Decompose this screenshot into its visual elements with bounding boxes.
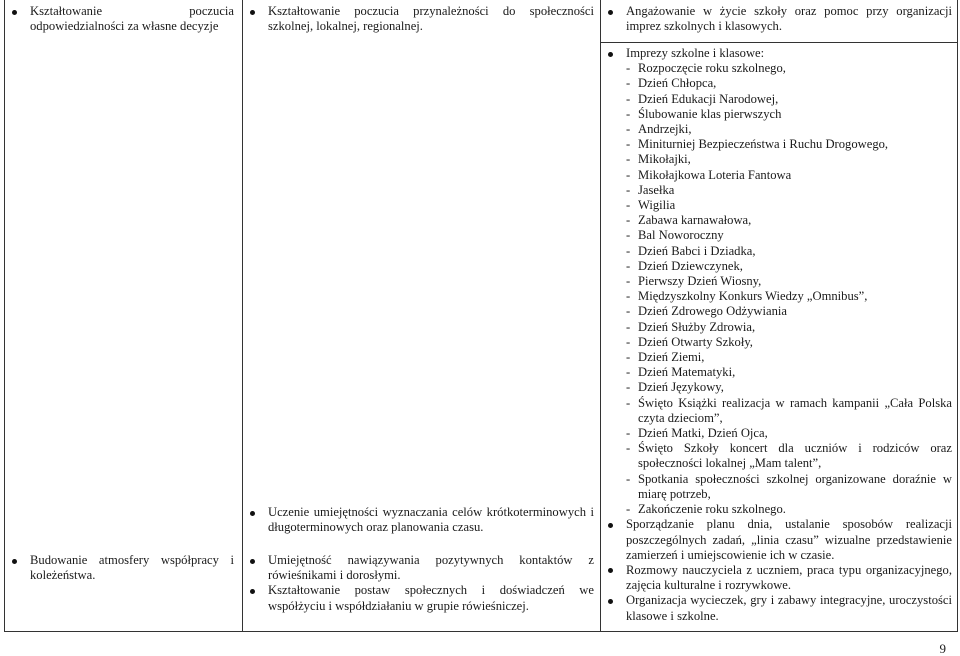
col3-item-day-plan: Sporządzanie planu dnia, ustalanie sposobów realizacji poszczególnych zadań, „linia czasu” wizualne przedstawienie zamierzeń i umiejscowienie ich w czasie. [604, 517, 952, 563]
event-item: - Dzień Dziewczynek, [626, 259, 952, 274]
event-item: - Bal Noworoczny [626, 228, 952, 243]
col2-item-social-attitudes: Kształtowanie postaw społecznych i doświadczeń we współżyciu i współdziałaniu w grupie rówieśniczej. [246, 583, 594, 613]
event-item: - Święto Szkoły koncert dla uczniów i rodziców oraz społeczności lokalnej „Mam talent”, [626, 441, 952, 471]
event-item: - Międzyszkolny Konkurs Wiedzy „Omnibus”, [626, 289, 952, 304]
col2-cell-top [246, 4, 594, 34]
col1-item-cooperation: Budowanie atmosfery współpracy i koleżeństwa. [8, 553, 234, 583]
column-divider-1 [242, 0, 243, 632]
event-item: - Dzień Służby Zdrowia, [626, 320, 952, 335]
event-item: - Miniturniej Bezpieczeństwa i Ruchu Drogowego, [626, 137, 952, 152]
col3-cell-main [604, 46, 952, 624]
event-item: - Ślubowanie klas pierwszych [626, 107, 952, 122]
event-item: - Dzień Ziemi, [626, 350, 952, 365]
event-item: - Dzień Chłopca, [626, 76, 952, 91]
page-number: 9 [939, 641, 946, 656]
event-item: - Święto Książki realizacja w ramach kampanii „Cała Polska czyta dzieciom”, [626, 396, 952, 426]
col3-events-block [604, 46, 952, 517]
content-table [4, 0, 957, 632]
table-border-right [957, 0, 958, 632]
col1-cell-top [8, 4, 234, 34]
event-item: - Dzień Językowy, [626, 380, 952, 395]
event-item: - Pierwszy Dzień Wiosny, [626, 274, 952, 289]
event-item: - Zabawa karnawałowa, [626, 213, 952, 228]
event-item: - Dzień Matematyki, [626, 365, 952, 380]
column-divider-2 [600, 0, 601, 632]
col2-cell-goals [246, 505, 594, 535]
event-item: - Dzień Matki, Dzień Ojca, [626, 426, 952, 441]
event-item: - Rozpoczęcie roku szkolnego, [626, 61, 952, 76]
event-item: - Wigilia [626, 198, 952, 213]
event-item: - Spotkania społeczności szkolnej organizowane doraźnie w miarę potrzeb, [626, 472, 952, 502]
col2-item-belonging: Kształtowanie poczucia przynależności do społeczności szkolnej, lokalnej, regionalnej. [246, 4, 594, 34]
row-divider [600, 42, 957, 43]
col3-item-trips: Organizacja wycieczek, gry i zabawy integracyjne, uroczystości klasowe i szkolne. [604, 593, 952, 623]
event-item: - Dzień Zdrowego Odżywiania [626, 304, 952, 319]
col3-cell-top [604, 4, 952, 34]
event-item: - Dzień Otwarty Szkoły, [626, 335, 952, 350]
table-border-bottom [4, 631, 957, 632]
event-item: - Andrzejki, [626, 122, 952, 137]
event-item: - Mikołajkowa Loteria Fantowa [626, 168, 952, 183]
event-item: - Dzień Edukacji Narodowej, [626, 92, 952, 107]
table-border-left [4, 0, 5, 632]
col2-cell-bottom [246, 553, 594, 614]
col2-item-contacts: Umiejętność nawiązywania pozytywnych kontaktów z rówieśnikami i dorosłymi. [246, 553, 594, 583]
event-item: - Mikołajki, [626, 152, 952, 167]
event-item: - Jasełka [626, 183, 952, 198]
events-heading: Imprezy szkolne i klasowe: [626, 46, 765, 60]
col3-item-conversations: Rozmowy nauczyciela z uczniem, praca typu organizacyjnego, zajęcia kulturalne i rozrywkowe. [604, 563, 952, 593]
col3-item-engagement: Angażowanie w życie szkoły oraz pomoc przy organizacji imprez szkolnych i klasowych. [604, 4, 952, 34]
event-item: - Zakończenie roku szkolnego. [626, 502, 952, 517]
col2-item-goals: Uczenie umiejętności wyznaczania celów krótkoterminowych i długoterminowych oraz planowania czasu. [246, 505, 594, 535]
col1-item-responsibility: Kształtowanie poczucia odpowiedzialności za własne decyzje [8, 4, 234, 34]
event-item: - Dzień Babci i Dziadka, [626, 244, 952, 259]
col1-cell-bottom [8, 553, 234, 583]
